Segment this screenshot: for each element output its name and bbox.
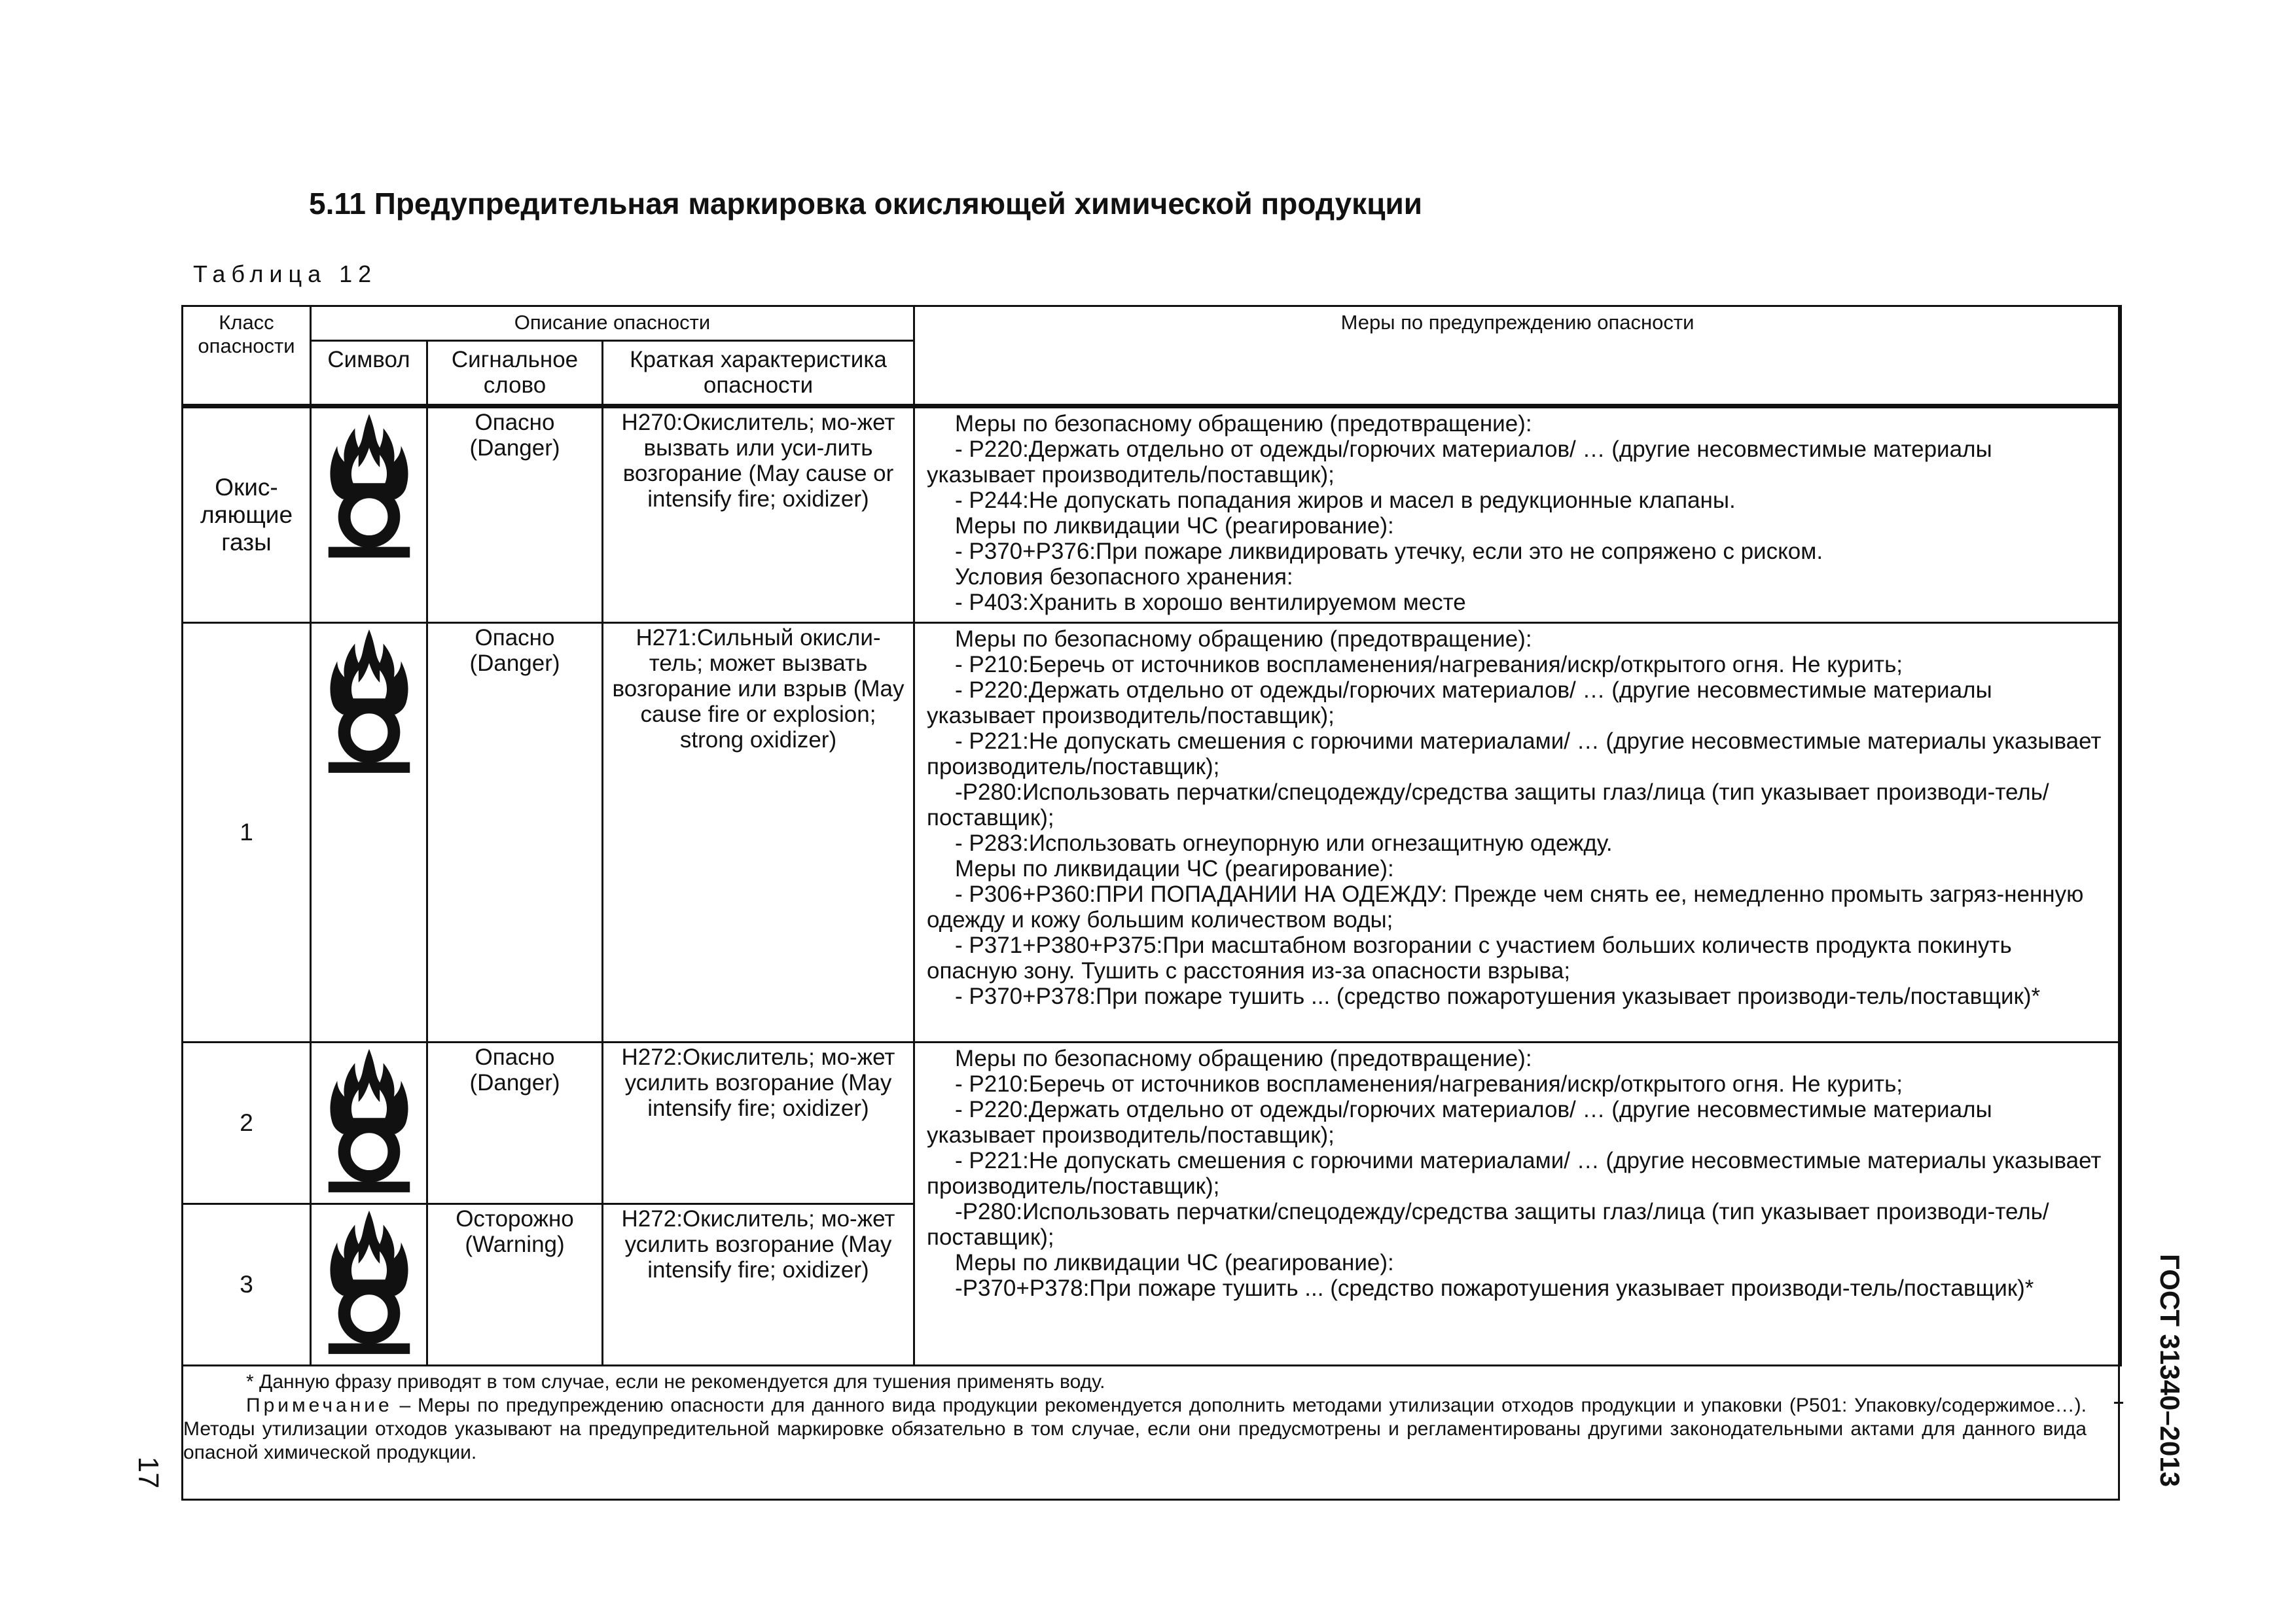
- precaution-line: - P306+P360:ПРИ ПОПАДАНИИ НА ОДЕЖДУ: Прежде чем снять ее, немедленно промыть загряз-ненную одежду и кожу большим количеством воды;: [927, 882, 2084, 933]
- hazard-class-cell: Окис-ляющие газы: [183, 406, 311, 623]
- footnote: * Данную фразу приводят в том случае, если не рекомендуется для тушения применять воду.: [246, 1371, 1105, 1393]
- signal-word-cell: Опасно (Danger): [427, 1043, 603, 1204]
- precaution-line: - P370+P378:При пожаре тушить ... (средство пожаротушения указывает производи-тель/поставщик)*: [955, 984, 2041, 1009]
- header-hazard-description: Описание опасности: [311, 306, 914, 341]
- signal-word-cell: Опасно (Danger): [427, 623, 603, 1043]
- signal-word-cell: Опасно (Danger): [427, 406, 603, 623]
- standard-designation: [2138, 1254, 2185, 1488]
- divider: [2114, 1402, 2123, 1404]
- precaution-line: -P280:Использовать перчатки/спецодежду/средства защиты глаз/лица (тип указывает производи-тель/ поставщик);: [927, 779, 2049, 830]
- header-short-characteristic: Краткая характеристика опасности: [603, 341, 914, 406]
- precaution-line: Меры по ликвидации ЧС (реагирование):: [955, 856, 1394, 882]
- hazard-statement-cell: H272:Окислитель; мо-жет усилить возгорание (May intensify fire; oxidizer): [603, 1043, 914, 1204]
- precaution-line: -P370+P378:При пожаре тушить ... (средство пожаротушения указывает производи-тель/поставщик)*: [955, 1275, 2034, 1301]
- table-frame: [181, 305, 2120, 1501]
- precaution-line: Меры по безопасному обращению (предотвращение):: [955, 626, 1532, 652]
- page-number-label: 17: [132, 1456, 164, 1489]
- hazard-class-cell: 1: [183, 623, 311, 1043]
- precaution-line: - P210:Беречь от источников воспламенения/нагревания/искр/открытого огня. Не курить;: [955, 1071, 1903, 1097]
- hazard-class-cell: 3: [183, 1204, 311, 1366]
- table-footnotes: [183, 1370, 2087, 1465]
- precaution-line: - P403:Хранить в хорошо вентилируемом месте: [955, 590, 1466, 615]
- note-label: Примечание: [246, 1395, 393, 1416]
- note: [183, 1394, 2087, 1465]
- standard-label: ГОСТ 31340–2013: [2155, 1254, 2185, 1488]
- precaution-line: Меры по ликвидации ЧС (реагирование):: [955, 513, 1394, 539]
- precaution-line: -P280:Использовать перчатки/спецодежду/средства защиты глаз/лица (тип указывает производи-тель/ поставщик);: [927, 1199, 2049, 1250]
- page-number: [128, 1453, 168, 1492]
- precaution-line: Меры по безопасному обращению (предотвращение):: [955, 1046, 1532, 1071]
- precaution-line: - P221:Не допускать смешения с горючими материалами/ … (другие несовместимые материалы указывает производитель/поставщик);: [927, 1148, 2102, 1199]
- hazard-statement-cell: H272:Окислитель; мо-жет усилить возгорание (May intensify fire; oxidizer): [603, 1204, 914, 1366]
- header-precautions: Меры по предупреждению опасности: [914, 306, 2121, 406]
- signal-word-cell: Осторожно (Warning): [427, 1204, 603, 1366]
- table-caption: Таблица 12: [193, 260, 378, 287]
- precaution-line: - P244:Не допускать попадания жиров и масел в редукционные клапаны.: [955, 488, 1736, 513]
- page-heading: 5.11 Предупредительная маркировка окисляющей химической продукции: [309, 187, 1423, 221]
- precaution-line: - P220:Держать отдельно от одежды/горючих материалов/ … (другие несовместимые материалы указывает производитель/поставщик);: [927, 677, 1992, 728]
- precaution-line: - P370+P376:При пожаре ликвидировать утечку, если это не сопряжено с риском.: [955, 539, 1823, 564]
- precaution-line: Меры по безопасному обращению (предотвращение):: [955, 411, 1532, 437]
- precaution-line: - P220:Держать отдельно от одежды/горючих материалов/ … (другие несовместимые материалы указывает производитель/поставщик);: [927, 1097, 1992, 1148]
- note-text: – Меры по предупреждению опасности для данного вида продукции рекомендуется дополнить методами утилизации отходов продукции и упаковки (P501: Упаковку/содержимое…). Методы утилизации отходов указывают на предупредительной маркировке обязательно в том случае, если они предусмотрены и регламентированы другими законодательными актами для данного вида опасной химической продукции.: [183, 1395, 2087, 1463]
- precaution-line: - P210:Беречь от источников воспламенения/нагревания/искр/открытого огня. Не курить;: [955, 652, 1903, 677]
- precaution-line: - P283:Использовать огнеупорную или огнезащитную одежду.: [955, 830, 1613, 856]
- precaution-line: Условия безопасного хранения:: [955, 564, 1293, 590]
- hazard-statement-cell: H271:Сильный окисли-тель; может вызвать возгорание или взрыв (May cause fire or explosion; strong oxidizer): [603, 623, 914, 1043]
- precaution-line: - P371+P380+P375:При масштабном возгорании с участием больших количеств продукта покинуть опасную зону. Тушить с расстояния из-за опасности взрыва;: [927, 933, 2012, 984]
- hazard-class-cell: 2: [183, 1043, 311, 1204]
- header-signal-word: Сигнальное слово: [427, 341, 603, 406]
- hazard-statement-cell: H270:Окислитель; мо-жет вызвать или уси-лить возгорание (May cause or intensify fire; oxidizer): [603, 406, 914, 623]
- precaution-line: - P220:Держать отдельно от одежды/горючих материалов/ … (другие несовместимые материалы указывает производитель/поставщик);: [927, 437, 1992, 488]
- precaution-line: Меры по ликвидации ЧС (реагирование):: [955, 1250, 1394, 1275]
- header-symbol: Символ: [311, 341, 427, 406]
- header-hazard-class: Класс опасности: [183, 306, 311, 406]
- precaution-line: - P221:Не допускать смешения с горючими материалами/ … (другие несовместимые материалы указывает производитель/поставщик);: [927, 728, 2102, 779]
